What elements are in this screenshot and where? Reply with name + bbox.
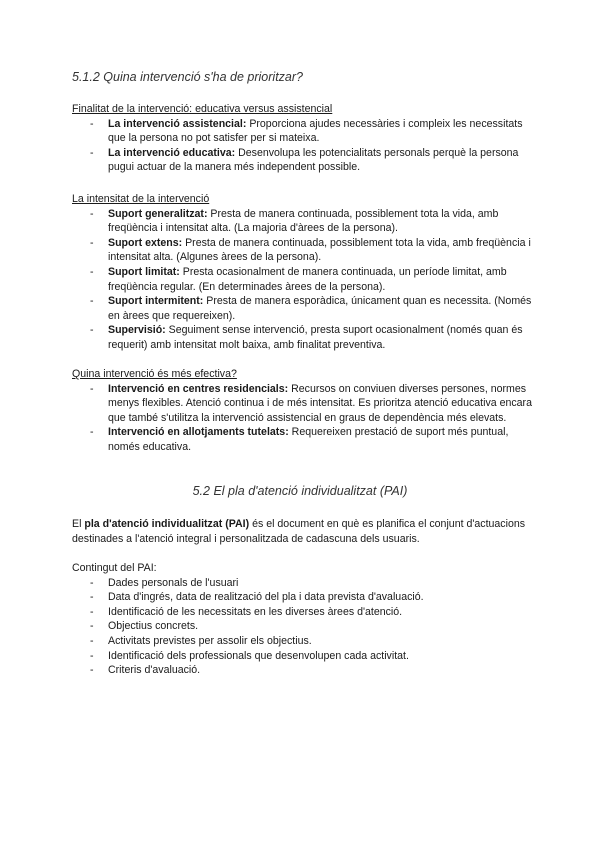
subheading-finalitat: Finalitat de la intervenció: educativa versus assistencial [72,103,333,115]
list-item: - Identificació dels professionals que desenvolupen cada activitat. [72,649,540,664]
term: Suport extens: [108,236,183,249]
term: Intervenció en allotjaments tutelats: [108,426,289,439]
definition: Presta de manera continuada, possiblement tota la vida, amb freqüència i intensitat alta. (Algunes àrees de la persona). [108,236,531,264]
list-item: - Objectius concrets. [72,619,540,634]
definition: Requereixen prestació de suport més puntual, només educativa. [108,426,509,453]
section-heading-5-1-2: 5.1.2 Quina intervenció s'ha de prioritzar? [72,70,303,84]
list-item [72,236,540,265]
list-intensitat [72,207,540,353]
section-intensitat [72,192,540,353]
list-item [72,382,540,426]
definition: Proporciona ajudes necessàries i compleix les necessitats que la persona no pot satisfer per si mateixa. [108,117,523,145]
intro-text-end: és el document en què es planifica el conjunt d'actuacions destinades a l'atenció integral i personalitzada de cadascuna dels usuaris. [72,518,526,545]
list-item [72,265,540,294]
list-item [72,117,540,146]
term: La intervenció assistencial: [108,117,247,130]
list-contingut [72,576,540,678]
list-item: - Dades personals de l'usuari [72,576,540,591]
section-heading-5-2: 5.2 El pla d'atenció individualitzat (PAI) [192,484,408,498]
term: Intervenció en centres residencials: [108,382,289,395]
term: Suport generalitzat: [108,207,208,220]
definition: Seguiment sense intervenció, presta suport ocasionalment (només quan és requerit) amb intensitat molt baixa, amb finalitat preventiva. [108,324,523,351]
list-item: - Data d'ingrés, data de realització del pla i data prevista d'avaluació. [72,590,540,605]
term: Suport intermitent: [108,295,204,308]
list-item: - Criteris d'avaluació. [72,663,540,678]
definition: Presta ocasionalment de manera continuada, un període limitat, amb freqüència regular. (En determinades àrees de la persona). [108,265,507,293]
list-item [72,207,540,236]
subheading-intensitat: La intensitat de la intervenció [72,193,210,205]
term: La intervenció educativa: [108,146,236,159]
definition: Presta de manera esporàdica, únicament quan es necessita. (Només en àrees que requereixen). [108,295,532,322]
list-efectiva [72,382,540,455]
list-item [72,146,540,175]
section-finalitat [72,102,540,175]
section-efectiva [72,367,540,455]
list-item: - Activitats previstes per assolir els objectius. [72,634,540,649]
list-item [72,294,540,323]
intro-text-start: El [72,518,85,530]
definition: Desenvolupa les potencialitats personals perquè la persona pugui actuar de la manera més independent possible. [108,146,519,174]
list-finalitat [72,117,540,175]
term: Suport limitat: [108,265,180,278]
list-item [72,425,540,454]
list-item [72,323,540,352]
definition: Presta de manera continuada, possiblement tota la vida, amb freqüència i intensitat alta. (La majoria d'àrees de la persona). [108,207,499,235]
term: Supervisió: [108,324,166,337]
pai-intro-paragraph [72,517,540,546]
subheading-contingut: Contingut del PAI: [72,562,157,574]
section-contingut [72,561,540,678]
intro-bold-term: pla d'atenció individualitzat (PAI) [84,518,250,530]
subheading-efectiva: Quina intervenció és més efectiva? [72,368,237,380]
definition: Recursos on conviuen diverses persones, normes menys flexibles. Atenció continua i de més intensitat. Es prioritza atenció educativa encara que també s'utilitza la intervenció assistencial en graus de dependència més elevats. [108,382,532,424]
list-item: - Identificació de les necessitats en les diverses àrees d'atenció. [72,605,540,620]
